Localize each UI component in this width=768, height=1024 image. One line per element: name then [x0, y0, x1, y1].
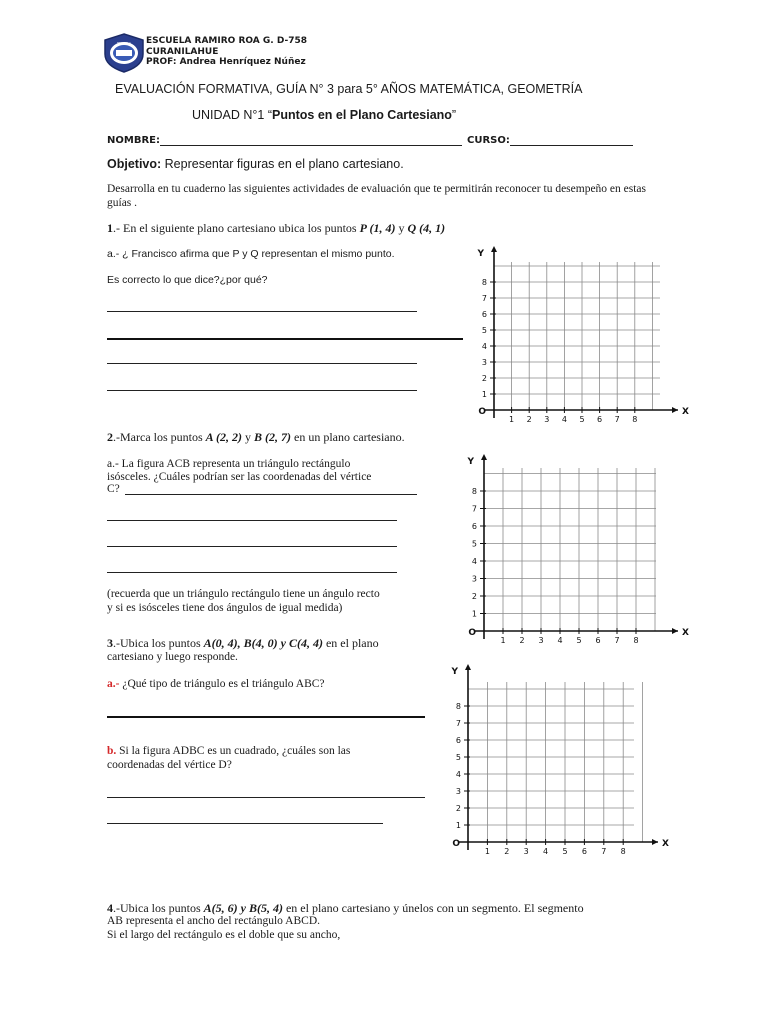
q3-a-answer-line[interactable]	[107, 716, 425, 718]
y-axis-arrow	[491, 246, 497, 252]
x-tick-label: 1	[500, 636, 506, 645]
q2-answer-line-0[interactable]	[125, 494, 417, 495]
unit-title-bold: Puntos en el Plano Cartesiano	[272, 108, 452, 122]
x-axis-arrow	[652, 839, 658, 845]
cartesian-grid-3[interactable]	[440, 660, 672, 856]
q1-statement: 1.- En el siguiente plano cartesiano ubica los puntos P (1, 4) y Q (4, 1)	[107, 221, 446, 235]
x-tick-label: 3	[544, 415, 550, 424]
x-tick-label: 4	[561, 415, 567, 424]
school-name: ESCUELA RAMIRO ROA G. D-758	[146, 36, 307, 46]
q2-note-line2: y si es isósceles tiene dos ángulos de igual medida)	[107, 602, 343, 614]
x-axis-label: X	[662, 839, 669, 849]
y-axis-label: Y	[451, 667, 458, 677]
cartesian-grid-2[interactable]	[456, 450, 692, 645]
objective	[107, 157, 404, 171]
x-tick-label: 6	[597, 415, 603, 424]
x-tick-label: 1	[509, 415, 515, 424]
x-tick-label: 2	[504, 847, 510, 856]
y-tick-label: 6	[455, 736, 461, 745]
q1-a-text: a.- ¿ Francisco afirma que P y Q representan el mismo punto.	[107, 248, 395, 260]
x-tick-label: 5	[562, 847, 568, 856]
origin-label: O	[468, 628, 476, 638]
y-tick-label: 6	[481, 310, 487, 319]
y-tick-label: 5	[471, 539, 477, 549]
q3-b-answer-line-2[interactable]	[107, 823, 383, 824]
y-tick-label: 3	[471, 574, 477, 584]
x-tick-label: 4	[557, 636, 563, 645]
y-axis-label: Y	[477, 249, 484, 259]
q1-answer-line-4[interactable]	[107, 390, 417, 391]
x-tick-label: 5	[576, 636, 582, 645]
y-tick-label: 2	[481, 374, 487, 383]
cartesian-grid-1[interactable]	[472, 242, 692, 424]
q1-answer-line-2[interactable]	[107, 338, 463, 340]
y-tick-label: 5	[481, 326, 487, 335]
q4-statement: 4.-Ubica los puntos A(5, 6) y B(5, 4) en el plano cartesiano y únelos con un segmento. El segmento	[107, 901, 584, 915]
school-city: CURANILAHUE	[146, 46, 219, 57]
y-tick-label: 7	[481, 294, 487, 303]
y-tick-label: 8	[455, 702, 461, 711]
y-tick-label: 2	[471, 592, 477, 601]
y-axis-arrow	[465, 664, 471, 670]
q1-b-text: Es correcto lo que dice?¿por qué?	[107, 274, 268, 286]
q2-answer-line-1[interactable]	[107, 520, 397, 521]
nombre-field[interactable]	[160, 145, 462, 146]
x-tick-label: 4	[543, 847, 549, 856]
x-tick-label: 7	[614, 636, 620, 645]
x-tick-label: 8	[620, 847, 626, 856]
unit-title: UNIDAD N°1 “Puntos en el Plano Cartesiano”	[192, 108, 457, 122]
q2-a-line1: a.- La figura ACB representa un triángulo rectángulo	[107, 458, 351, 470]
q4-line3: Si el largo del rectángulo es el doble que su ancho,	[107, 929, 341, 941]
x-tick-label: 1	[484, 847, 490, 856]
x-axis-label: X	[682, 407, 689, 417]
q2-statement: 2.-Marca los puntos A (2, 2) y B (2, 7) en un plano cartesiano.	[107, 430, 405, 444]
q3-b-line1: b. Si la figura ADBC es un cuadrado, ¿cuáles son las	[107, 745, 351, 757]
y-tick-label: 8	[481, 278, 487, 287]
y-tick-label: 6	[471, 522, 477, 531]
x-axis-label: X	[682, 628, 689, 638]
x-axis-arrow	[672, 407, 678, 413]
y-axis-label: Y	[467, 457, 474, 467]
y-tick-label: 8	[471, 487, 477, 496]
y-tick-label: 4	[471, 557, 477, 566]
q3-line2: cartesiano y luego responde.	[107, 651, 238, 663]
y-tick-label: 3	[455, 787, 461, 796]
y-tick-label: 5	[455, 753, 461, 762]
y-axis-arrow	[481, 454, 487, 460]
q3-b-line2: coordenadas del vértice D?	[107, 759, 232, 771]
x-tick-label: 8	[633, 636, 639, 645]
logo-lettering: ESCUELA	[117, 41, 131, 45]
q3-a: a.- ¿Qué tipo de triángulo es el triángulo ABC?	[107, 678, 325, 690]
x-axis-arrow	[672, 628, 678, 634]
x-tick-label: 6	[595, 636, 601, 645]
origin-label: O	[478, 407, 486, 417]
q1-answer-line-3[interactable]	[107, 363, 417, 364]
y-tick-label: 1	[471, 609, 477, 619]
y-tick-label: 1	[455, 821, 461, 830]
objective-label: Objetivo:	[107, 157, 162, 171]
teacher-name: PROF: Andrea Henríquez Núñez	[146, 57, 306, 67]
q2-answer-line-2[interactable]	[107, 546, 397, 547]
y-tick-label: 1	[481, 390, 487, 399]
y-tick-label: 7	[455, 719, 461, 728]
x-tick-label: 7	[614, 415, 620, 424]
y-tick-label: 2	[455, 804, 461, 813]
curso-field[interactable]	[510, 145, 633, 146]
y-tick-label: 4	[481, 342, 487, 351]
origin-label: O	[452, 839, 460, 849]
curso-label: CURSO:	[467, 135, 510, 146]
q3-b-answer-line-1[interactable]	[107, 797, 425, 798]
x-tick-label: 3	[523, 847, 529, 856]
q2-a-line2: isósceles. ¿Cuáles podrían ser las coordenadas del vértice	[107, 470, 372, 483]
objective-text: Representar figuras en el plano cartesiano.	[164, 157, 404, 171]
evaluation-title: EVALUACIÓN FORMATIVA, GUÍA N° 3 para 5° AÑOS MATEMÁTICA, GEOMETRÍA	[115, 82, 583, 96]
q4-line2: AB representa el ancho del rectángulo ABCD.	[107, 915, 321, 927]
q3-statement: 3.-Ubica los puntos A(0, 4), B(4, 0) y C(4, 4) en el plano	[107, 636, 379, 650]
q1-answer-line-1[interactable]	[107, 311, 417, 312]
y-tick-label: 7	[471, 504, 477, 514]
y-tick-label: 4	[455, 770, 461, 779]
nombre-label: NOMBRE:	[107, 135, 160, 146]
y-tick-label: 3	[481, 358, 487, 367]
q2-a-line3: C?	[107, 483, 120, 495]
x-tick-label: 5	[579, 415, 585, 424]
school-logo	[101, 32, 147, 74]
x-tick-label: 2	[519, 636, 525, 645]
q2-answer-line-3[interactable]	[107, 572, 397, 573]
x-tick-label: 7	[601, 847, 607, 856]
x-tick-label: 2	[526, 415, 532, 424]
q2-note-line1: (recuerda que un triángulo rectángulo tiene un ángulo recto	[107, 588, 380, 600]
x-tick-label: 8	[632, 415, 638, 424]
x-tick-label: 3	[538, 636, 544, 645]
intro-text: Desarrolla en tu cuaderno las siguientes actividades de evaluación que te permitirán reconocer tu desempeño en estas guías .	[107, 183, 647, 209]
x-tick-label: 6	[581, 847, 587, 856]
